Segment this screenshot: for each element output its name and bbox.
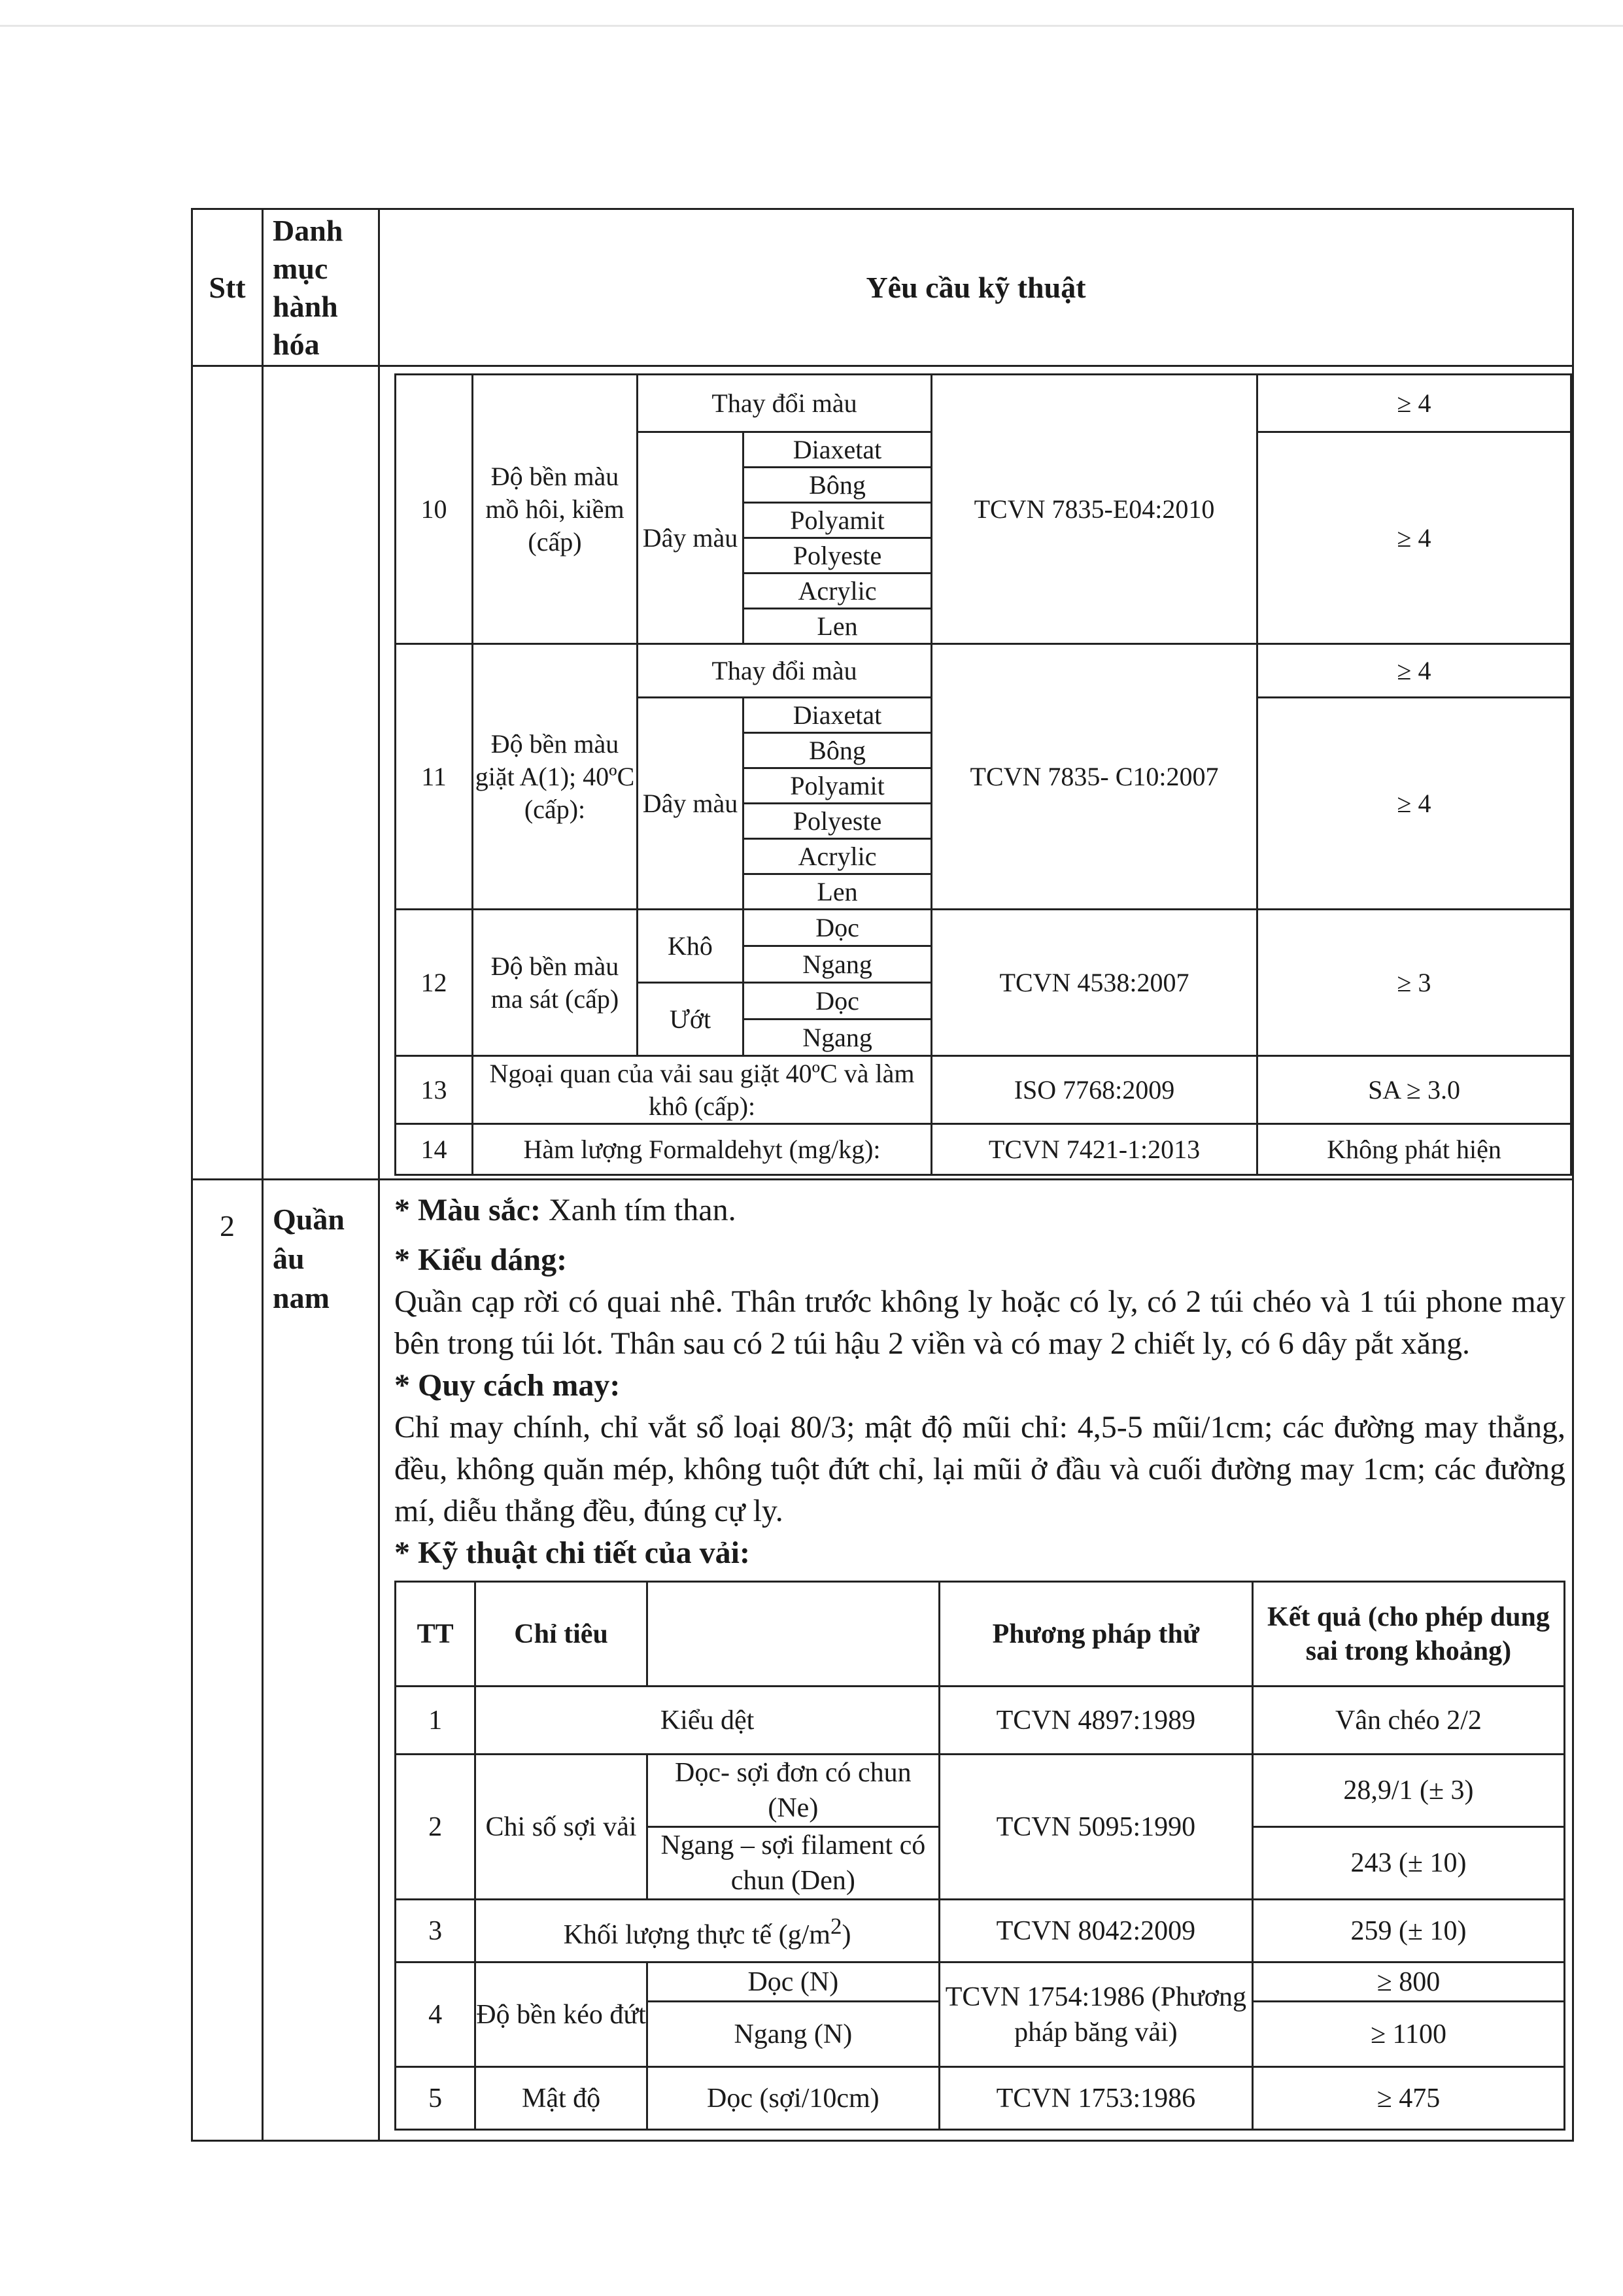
row-criteria: Độ bền màu giặt A(1); 40ºC (cấp): (473, 644, 638, 910)
row-method: TCVN 7835- C10:2007 (932, 644, 1257, 910)
fabric-result: 28,9/1 (± 3) (1252, 1755, 1564, 1827)
fabric-subcriteria: Dọc- sợi đơn có chun (Ne) (647, 1755, 939, 1827)
section-trousers-row (192, 1180, 1573, 2141)
table-row (396, 1056, 1571, 1124)
change-color-value: ≥ 4 (1257, 644, 1571, 698)
header-category-line: hành (273, 289, 338, 323)
fiber-label: Bông (743, 468, 932, 503)
fabric-tt: 1 (396, 1687, 475, 1755)
fiber-label: Len (743, 609, 932, 644)
table-row (396, 2067, 1565, 2130)
fabric-method: TCVN 5095:1990 (939, 1755, 1252, 1900)
row-number: 10 (396, 375, 473, 644)
fabric-result: ≥ 800 (1252, 1962, 1564, 2002)
fabric-result: 243 (± 10) (1252, 1827, 1564, 1900)
row-criteria: Hàm lượng Formaldehyt (mg/kg): (473, 1124, 932, 1175)
continuation-category-cell (263, 366, 379, 1180)
continuation-stt-cell (192, 366, 263, 1180)
row-number: 14 (396, 1124, 473, 1175)
scan-edge-line (0, 25, 1623, 27)
header-requirements: Yêu cầu kỹ thuật (379, 209, 1573, 366)
fabric-result: ≥ 475 (1252, 2067, 1564, 2130)
fiber-label: Polyeste (743, 804, 932, 839)
fabric-criteria: Độ bền kéo đứt (475, 1962, 647, 2067)
fabric-tt: 2 (396, 1755, 475, 1900)
continuation-content-cell (379, 366, 1573, 1180)
fabric-method: TCVN 4897:1989 (939, 1687, 1252, 1755)
fabric-criteria-superscript: 2 (830, 1913, 842, 1939)
change-color-label: Thay đổi màu (638, 375, 932, 432)
section-continuation-row (192, 366, 1573, 1180)
fabric-tt: 3 (396, 1900, 475, 1962)
style-text: Quần cạp rời có quai nhê. Thân trước không ly hoặc có ly, có 2 túi chéo và 1 túi phone may bên trong túi lót. Thân sau có 2 túi hậu 2 viền và có may 2 chiết ly, có 6 dây pắt xăng. (394, 1284, 1565, 1361)
fabric-criteria (475, 1900, 940, 1962)
row-number: 13 (396, 1056, 473, 1124)
staining-label: Dây màu (638, 698, 743, 910)
staining-label: Dây màu (638, 432, 743, 644)
fiber-label: Bông (743, 733, 932, 768)
header-category (263, 209, 379, 366)
table-row (396, 1687, 1565, 1755)
row-criteria: Độ bền màu mồ hôi, kiềm (cấp) (473, 375, 638, 644)
row-criteria: Ngoại quan của vải sau giặt 40ºC và làm khô (cấp): (473, 1056, 932, 1124)
fabric-criteria-end: ) (842, 1920, 851, 1950)
row-criteria: Độ bền màu ma sát (cấp) (473, 910, 638, 1056)
fabric-header-method: Phương pháp thử (939, 1582, 1252, 1687)
fabric-criteria-text: Khối lượng thực tế (g/m (563, 1920, 830, 1950)
sewing-text: Chỉ may chính, chỉ vắt sổ loại 80/3; mật độ mũi chỉ: 4,5-5 mũi/1cm; các đường may thẳng, đều, không quăn mép, không tuột đứt chỉ, lại mũi ở đầu và cuối đường may 1cm; các đường mí, diễu thẳng đều, đúng cự ly. (394, 1410, 1565, 1528)
category-line: nam (273, 1281, 330, 1314)
fiber-label: Acrylic (743, 839, 932, 874)
fabric-header-tt: TT (396, 1582, 475, 1687)
spec-table (191, 208, 1574, 2142)
fabric-criteria: Chi số sợi vải (475, 1755, 647, 1900)
fabric-subcriteria: Ngang (N) (647, 2002, 939, 2067)
fiber-label: Polyamit (743, 503, 932, 538)
header-category-line: hóa (273, 327, 320, 361)
fabric-method: TCVN 1754:1986 (Phương pháp băng vải) (939, 1962, 1252, 2067)
section-category (263, 1180, 379, 2141)
staining-value: ≥ 4 (1257, 698, 1571, 910)
row-number: 12 (396, 910, 473, 1056)
fabric-tt: 4 (396, 1962, 475, 2067)
header-stt: Stt (192, 209, 263, 366)
row-method: TCVN 7421-1:2013 (932, 1124, 1257, 1175)
fabric-criteria: Mật độ (475, 2067, 647, 2130)
table-row (396, 1755, 1565, 1827)
dry-label: Khô (638, 910, 743, 983)
row-method: TCVN 7835-E04:2010 (932, 375, 1257, 644)
direction-label: Dọc (743, 983, 932, 1019)
row-method: TCVN 4538:2007 (932, 910, 1257, 1056)
section-stt: 2 (192, 1180, 263, 2141)
row-value: SA ≥ 3.0 (1257, 1056, 1571, 1124)
fabric-result: Vân chéo 2/2 (1252, 1687, 1564, 1755)
fabric-spec-table (394, 1581, 1565, 2131)
color-paragraph (394, 1190, 1565, 1231)
header-category-line: mục (273, 251, 328, 285)
category-line: Quần (273, 1203, 345, 1236)
table-row (396, 1962, 1565, 2002)
table-row (396, 644, 1571, 698)
wet-label: Ướt (638, 983, 743, 1056)
fiber-label: Diaxetat (743, 698, 932, 733)
row-method: ISO 7768:2009 (932, 1056, 1257, 1124)
fabric-result: ≥ 1100 (1252, 2002, 1564, 2067)
fabric-header-result: Kết quả (cho phép dung sai trong khoảng) (1252, 1582, 1564, 1687)
fabric-heading: * Kỹ thuật chi tiết của vải: (394, 1535, 750, 1570)
fabric-subcriteria: Dọc (sợi/10cm) (647, 2067, 939, 2130)
section-content (379, 1180, 1573, 2141)
staining-value: ≥ 4 (1257, 432, 1571, 644)
fabric-result: 259 (± 10) (1252, 1900, 1564, 1962)
style-heading: * Kiểu dáng: (394, 1242, 568, 1277)
category-line: âu (273, 1242, 305, 1275)
table-row (396, 375, 1571, 432)
fabric-header-criteria: Chỉ tiêu (475, 1582, 647, 1687)
fabric-method: TCVN 1753:1986 (939, 2067, 1252, 2130)
fabric-header-blank (647, 1582, 939, 1687)
fabric-subcriteria: Ngang – sợi filament có chun (Den) (647, 1827, 939, 1900)
fabric-subcriteria: Dọc (N) (647, 1962, 939, 2002)
direction-label: Ngang (743, 946, 932, 983)
color-value: Xanh tím than. (540, 1193, 736, 1227)
change-color-value: ≥ 4 (1257, 375, 1571, 432)
row-value: ≥ 3 (1257, 910, 1571, 1056)
colorfastness-table (394, 373, 1572, 1176)
fiber-label: Len (743, 874, 932, 910)
fabric-tt: 5 (396, 2067, 475, 2130)
table-row (396, 1900, 1565, 1962)
row-value: Không phát hiện (1257, 1124, 1571, 1175)
sewing-heading: * Quy cách may: (394, 1368, 621, 1403)
header-category-line: Danh (273, 213, 343, 247)
fiber-label: Acrylic (743, 574, 932, 609)
table-row (396, 910, 1571, 946)
fiber-label: Diaxetat (743, 432, 932, 468)
fabric-table-header (396, 1582, 1565, 1687)
fabric-criteria: Kiểu dệt (475, 1687, 940, 1755)
row-number: 11 (396, 644, 473, 910)
fiber-label: Polyeste (743, 538, 932, 574)
table-row (396, 1124, 1571, 1175)
spec-table-header (192, 209, 1573, 366)
color-heading: * Màu sắc: (394, 1193, 541, 1227)
direction-label: Ngang (743, 1019, 932, 1056)
fiber-label: Polyamit (743, 768, 932, 804)
fabric-method: TCVN 8042:2009 (939, 1900, 1252, 1962)
direction-label: Dọc (743, 910, 932, 946)
change-color-label: Thay đổi màu (638, 644, 932, 698)
